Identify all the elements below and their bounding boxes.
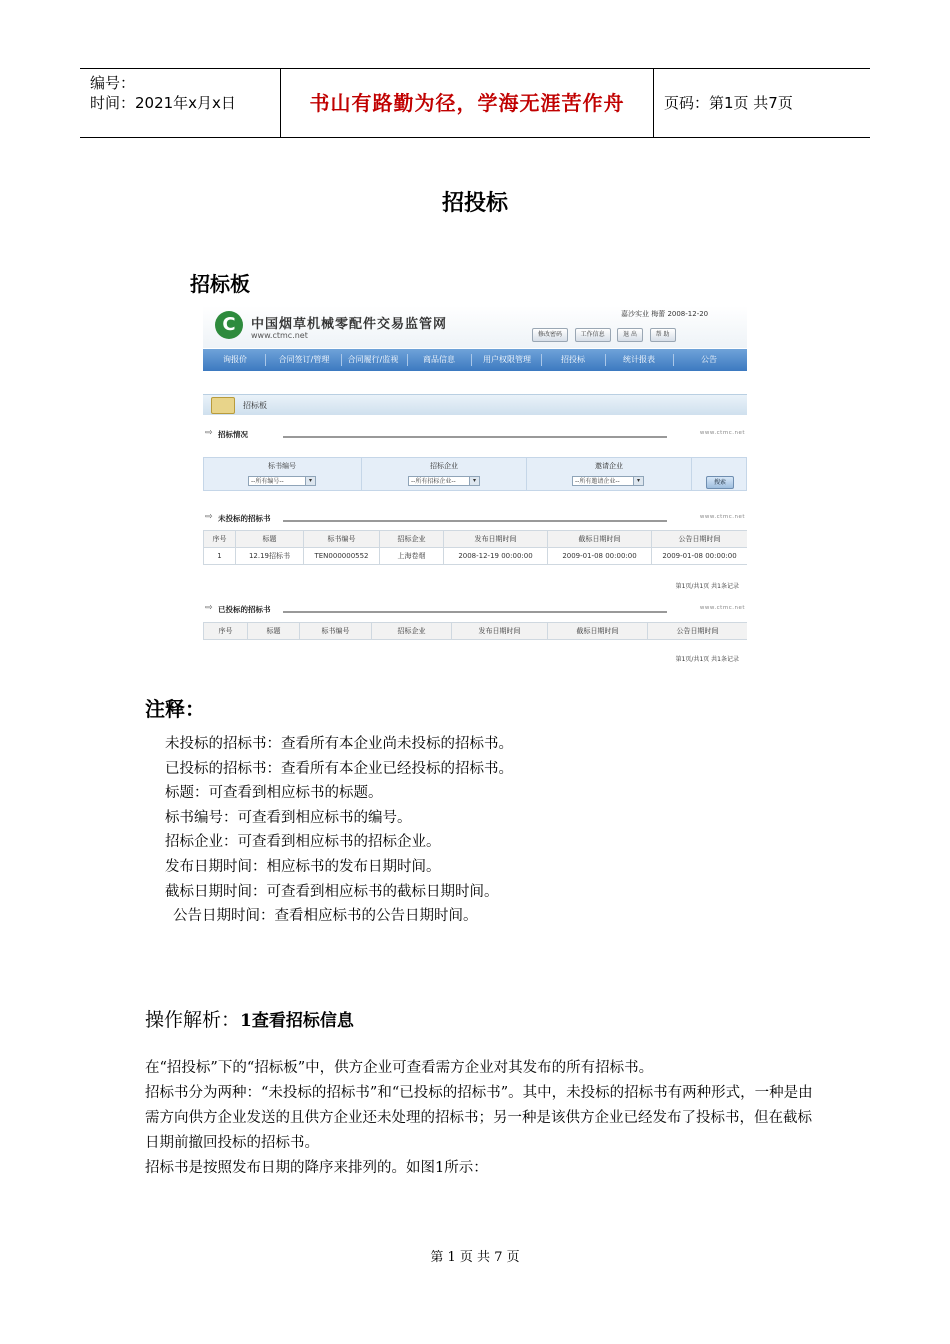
nav-separator <box>265 354 266 366</box>
time-label: 时间：2021年x月x日 <box>90 94 236 112</box>
pending-title: 未投标的招标书 <box>218 514 271 523</box>
site-watermark: www.ctmc.net <box>699 605 745 611</box>
column-header: 截标日期时间 <box>548 623 648 640</box>
filter-header-invited: 邀请企业 <box>595 462 623 470</box>
page-footer: 第 1 页 共 7 页 <box>430 1250 520 1265</box>
filter-panel <box>203 457 747 491</box>
header-page-info: 页码：第1页 共7页 <box>664 94 793 112</box>
divider <box>691 458 692 490</box>
nav-separator <box>605 354 606 366</box>
operation-heading <box>145 1005 354 1032</box>
company-select-value: --所有招标企业-- <box>411 478 456 485</box>
divider <box>283 520 667 522</box>
column-header: 标题 <box>236 531 304 548</box>
chevron-down-icon: ▾ <box>633 477 643 485</box>
header-motto: 书山有路勤为径，学海无涯苦作舟 <box>309 91 625 115</box>
bid-title-link[interactable]: 12.19招标书 <box>236 548 304 565</box>
table-cell: 2008-12-19 00:00:00 <box>444 548 548 565</box>
notes-list <box>165 732 513 929</box>
site-logo-icon: C <box>215 311 243 339</box>
column-header: 发布日期时间 <box>444 531 548 548</box>
change-password-button[interactable]: 修改密码 <box>532 328 568 342</box>
filter-header-code: 标书编号 <box>268 462 296 470</box>
work-info-button[interactable]: 工作信息 <box>575 328 611 342</box>
note-item: 未投标的招标书：查看所有本企业尚未投标的招标书。 <box>165 736 513 752</box>
site-url: www.ctmc.net <box>251 331 308 340</box>
divider <box>283 611 667 613</box>
nav-item-reports[interactable]: 统计报表 <box>623 355 655 364</box>
section-title: 招标板 <box>190 272 250 296</box>
section-bar-done <box>203 603 747 615</box>
company-select[interactable] <box>408 476 480 486</box>
invited-select-value: --所有邀请企业-- <box>575 478 620 485</box>
code-select-value: --所有编号-- <box>251 478 284 485</box>
column-header: 公告日期时间 <box>652 531 748 548</box>
nav-item-contract-sign[interactable]: 合同签订/管理 <box>278 355 330 364</box>
column-header: 标书编号 <box>300 623 372 640</box>
paragraph: 招标书是按照发布日期的降序来排列的。如图1所示： <box>145 1160 488 1176</box>
section-bar-pending <box>203 512 747 524</box>
done-pager: 第1页/共1页 共1条记录 <box>675 656 739 663</box>
site-name: 中国烟草机械零配件交易监管网 <box>251 317 448 332</box>
column-header: 序号 <box>204 623 248 640</box>
breadcrumb-title: 招标板 <box>243 401 267 410</box>
nav-separator <box>407 354 408 366</box>
column-header: 招标企业 <box>372 623 452 640</box>
site-watermark: www.ctmc.net <box>699 430 745 436</box>
nav-separator <box>673 354 674 366</box>
operation-title: 1查看招标信息 <box>240 1011 354 1031</box>
document-title: 招投标 <box>441 190 508 216</box>
breadcrumb <box>203 394 747 415</box>
column-header: 发布日期时间 <box>452 623 548 640</box>
invited-select[interactable] <box>572 476 644 486</box>
main-nav <box>203 349 747 371</box>
nav-separator <box>341 354 342 366</box>
paragraph: 招标书分为两种：“未投标的招标书”和“已投标的招标书”。其中，未投标的招标书有两种形式，一种是由需方向供方企业发送的且供方企业还未处理的招标书；另一种是该供方企业已经发布了投标书，但在截标日期前撤回投标的招标书。 <box>145 1085 813 1151</box>
help-button[interactable]: 帮 助 <box>650 328 676 342</box>
arrow-right-icon: ⇨ <box>205 428 213 438</box>
header-motto-cell <box>281 69 654 137</box>
table-header-row <box>204 531 748 548</box>
note-item: 标书编号：可查看到相应标书的编号。 <box>165 809 412 826</box>
table-cell: 1 <box>204 548 236 565</box>
user-info: 嘉沙实业 梅蕾 2008-12-20 <box>621 310 709 318</box>
code-select[interactable] <box>248 476 316 486</box>
table-header-row <box>204 623 748 640</box>
operation-label: 操作解析： <box>145 1009 241 1031</box>
note-item: 公告日期时间：查看相应标书的公告日期时间。 <box>173 908 478 925</box>
nav-item-contract-monitor[interactable]: 合同履行/监视 <box>347 355 399 364</box>
logout-button[interactable]: 退 出 <box>617 328 643 342</box>
site-watermark: www.ctmc.net <box>699 514 745 520</box>
header-page-cell <box>654 69 870 137</box>
nav-item-bidding[interactable]: 招投标 <box>561 355 585 364</box>
nav-separator <box>541 354 542 366</box>
paragraph: 在“招投标”下的“招标板”中，供方企业可查看需方企业对其发布的所有招标书。 <box>145 1060 654 1076</box>
site-topbar <box>203 306 747 348</box>
table-cell: 2009-01-08 00:00:00 <box>548 548 652 565</box>
note-item: 发布日期时间：相应标书的发布日期时间。 <box>165 858 441 875</box>
note-item: 招标企业：可查看到相应标书的招标企业。 <box>165 834 441 851</box>
operation-body <box>145 1056 815 1181</box>
note-item: 标题：可查看到相应标书的标题。 <box>165 785 383 802</box>
document-header <box>80 68 870 138</box>
chevron-down-icon: ▾ <box>305 477 315 485</box>
table-row <box>204 548 748 565</box>
search-button[interactable]: 搜索 <box>706 476 734 489</box>
note-item: 截标日期时间：可查看到相应标书的截标日期时间。 <box>165 883 499 900</box>
done-table <box>203 622 747 640</box>
toolbar <box>528 328 676 342</box>
table-cell: 上海卷烟 <box>380 548 444 565</box>
embedded-screenshot <box>203 306 747 668</box>
column-header: 公告日期时间 <box>648 623 748 640</box>
column-header: 标题 <box>248 623 300 640</box>
header-meta <box>80 69 281 137</box>
nav-item-products[interactable]: 商品信息 <box>423 355 455 364</box>
code-label: 编号： <box>90 74 136 92</box>
filter-header-company: 招标企业 <box>430 462 458 470</box>
column-header: 序号 <box>204 531 236 548</box>
arrow-right-icon: ⇨ <box>205 512 213 522</box>
divider <box>283 436 667 438</box>
section-bar-status <box>203 428 747 440</box>
notes-title: 注释： <box>145 697 205 721</box>
note-item: 已投标的招标书：查看所有本企业已经投标的招标书。 <box>165 760 513 777</box>
nav-item-quote[interactable]: 询报价 <box>223 355 247 364</box>
nav-item-notice[interactable]: 公告 <box>701 355 717 364</box>
table-cell: TEN000000552 <box>304 548 380 565</box>
nav-separator <box>471 354 472 366</box>
pending-pager: 第1页/共1页 共1条记录 <box>675 583 739 590</box>
chevron-down-icon: ▾ <box>469 477 479 485</box>
column-header: 截标日期时间 <box>548 531 652 548</box>
arrow-right-icon: ⇨ <box>205 603 213 613</box>
done-title: 已投标的招标书 <box>218 605 271 614</box>
column-header: 标书编号 <box>304 531 380 548</box>
nav-item-permissions[interactable]: 用户权限管理 <box>483 355 531 364</box>
table-cell: 2009-01-08 00:00:00 <box>652 548 748 565</box>
section-status-title: 招标情况 <box>218 430 248 439</box>
column-header: 招标企业 <box>380 531 444 548</box>
folder-icon <box>211 397 235 414</box>
pending-table <box>203 530 747 565</box>
